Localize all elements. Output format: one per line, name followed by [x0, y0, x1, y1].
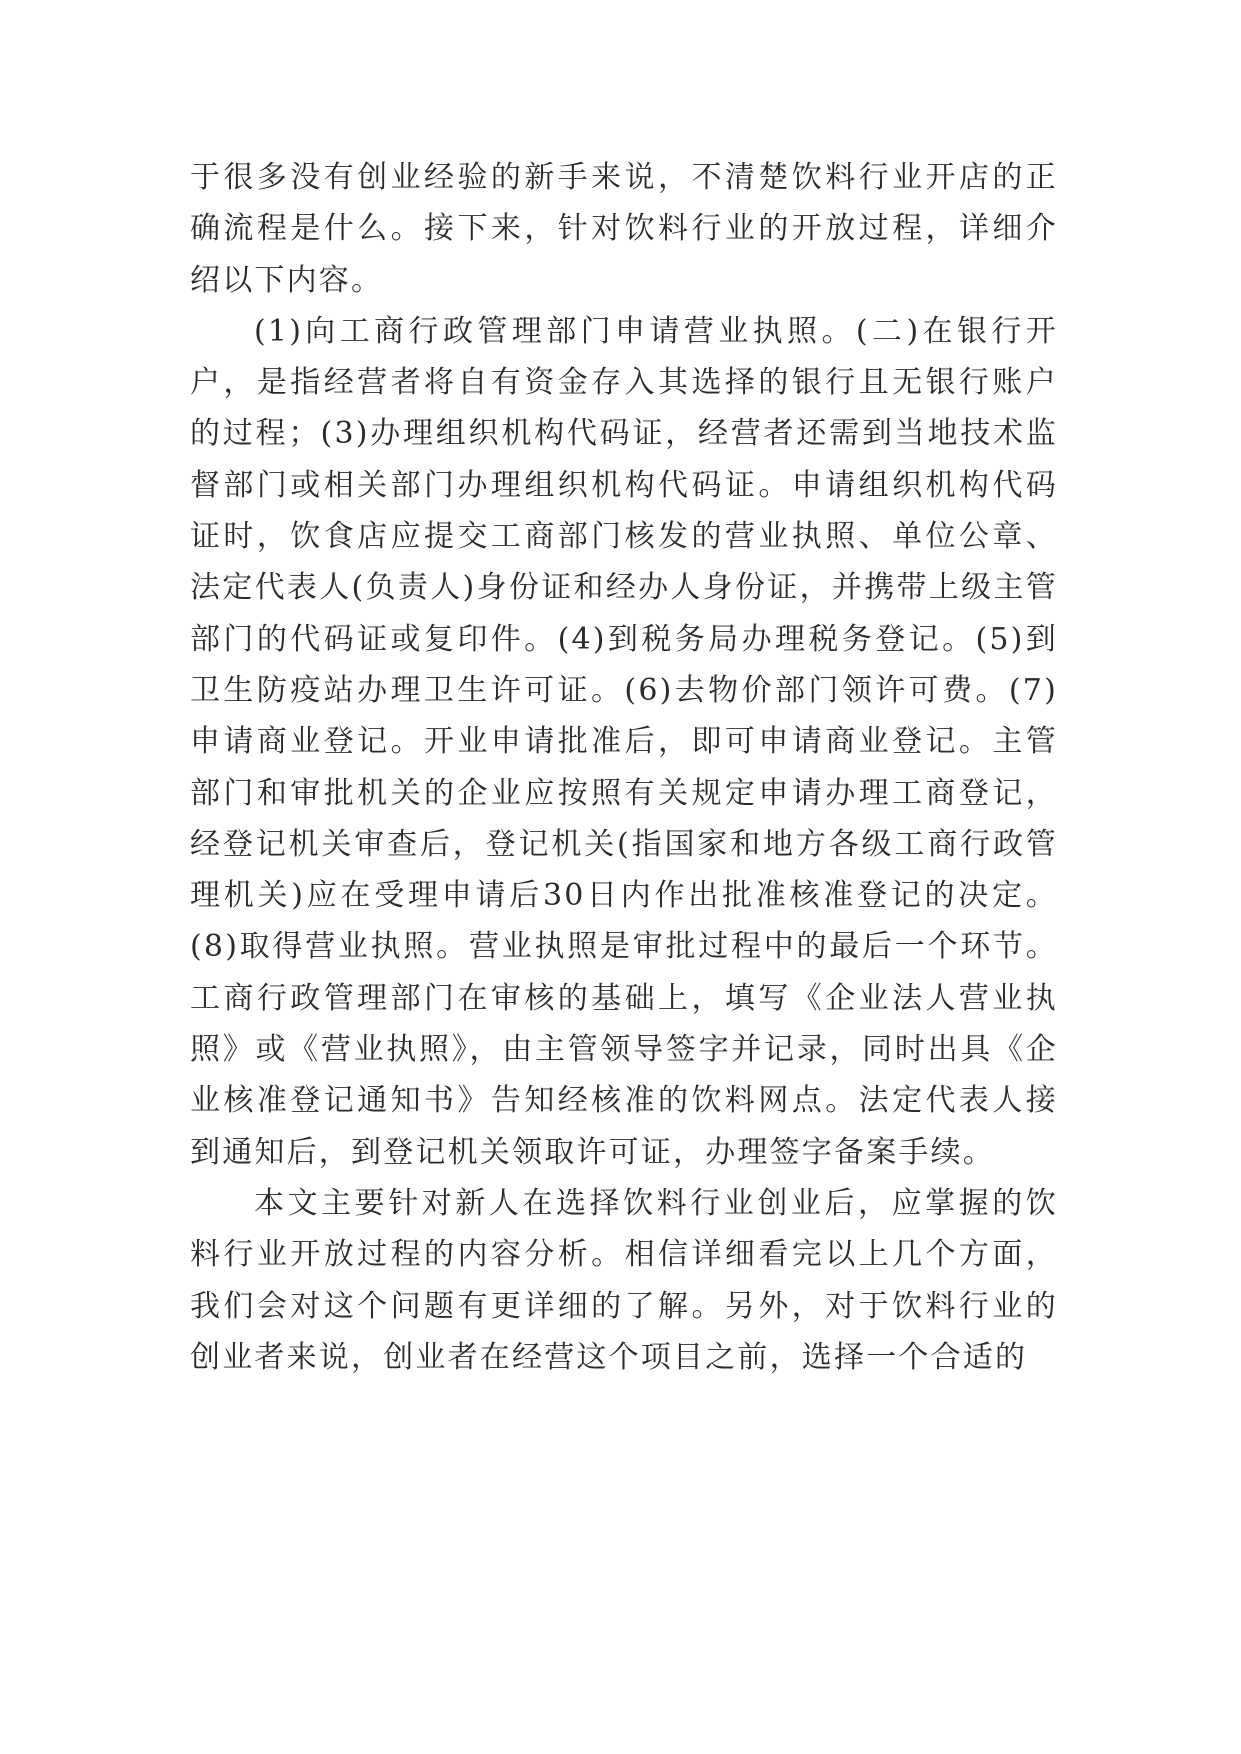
paragraph-summary: 本文主要针对新人在选择饮料行业创业后，应掌握的饮料行业开放过程的内容分析。相信详细看完以上几个方面，我们会对这个问题有更详细的了解。另外，对于饮料行业的创业者来说，创业者在经营这个项目之前，选择一个合适的 [190, 1185, 1058, 1375]
paragraph-procedure-steps: (1)向工商行政管理部门申请营业执照。(二)在银行开户，是指经营者将自有资金存入其选择的银行且无银行账户的过程；(3)办理组织机构代码证，经营者还需到当地技术监督部门或相关部门办理组织机构代码证。申请组织机构代码证时，饮食店应提交工商部门核发的营业执照、单位公章、法定代表人(负责人)身份证和经办人身份证，并携带上级主管部门的代码证或复印件。(4)到税务局办理税务登记。(5)到卫生防疫站办理卫生许可证。(6)去物价部门领许可费。(7)申请商业登记。开业申请批准后，即可申请商业登记。主管部门和审批机关的企业应按照有关规定申请办理工商登记，经登记机关审查后，登记机关(指国家和地方各级工商行政管理机关)应在受理申请后30日内作出批准核准登记的决定。(8)取得营业执照。营业执照是审批过程中的最后一个环节。工商行政管理部门在审核的基础上，填写《企业法人营业执照》或《营业执照》，由主管领导签字并记录，同时出具《企业核准登记通知书》告知经核准的饮料网点。法定代表人接到通知后，到登记机关领取许可证，办理签字备案手续。 [190, 313, 1058, 1170]
document-body [190, 152, 1058, 1383]
paragraph-intro: 于很多没有创业经验的新手来说，不清楚饮料行业开店的正确流程是什么。接下来，针对饮料行业的开放过程，详细介绍以下内容。 [190, 160, 1058, 298]
